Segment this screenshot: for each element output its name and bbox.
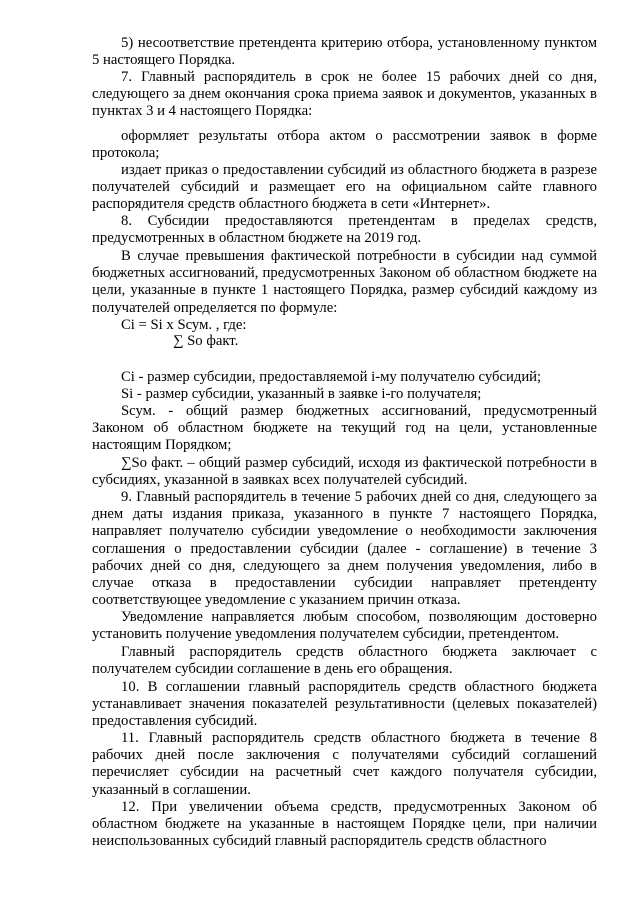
formula-line: Ci = Si x Sсум. , где: [121, 317, 247, 333]
paragraph-point-9: 9. Главный распорядитель в течение 5 рабочих дней со дня, следующего за днем даты издания приказа, указанного в пункте 7 настоящего Порядка, направляет получателю субсидии уведомление о необходимости заключения соглашения о предоставлении субсидии (далее - соглашение) в течение 3 рабочих дней со дня, следующего за днем получения уведомления, либо в случае отказа в предоставлении субсидии направляет претенденту соответствующее уведомление с указанием причин отказа. [92, 489, 597, 609]
paragraph-point-11: 11. Главный распорядитель средств областного бюджета в течение 8 рабочих дней после заключения с получателями субсидий соглашений перечисляет субсидии на расчетный счет каждого получателя субсидии, указанный в соглашении. [92, 730, 597, 798]
paragraph-order: издает приказ о предоставлении субсидий из областного бюджета в разрезе получателей субсидий и размещает его на официальном сайте главного распорядителя средств областного бюджета в сети «Интернет». [92, 162, 597, 213]
paragraph-agreement: Главный распорядитель средств областного бюджета заключает с получателем субсидии соглашение в день его обращения. [92, 644, 597, 678]
definition-ci: Ci - размер субсидии, предоставляемой i-му получателю субсидий; [121, 369, 542, 385]
formula-denominator: ∑ So факт. [173, 333, 239, 349]
paragraph-item-5: 5) несоответствие претендента критерию отбора, установленному пунктом 5 настоящего Порядка. [92, 35, 597, 69]
paragraph-excess: В случае превышения фактической потребности в субсидии над суммой бюджетных ассигнований, предусмотренных Законом об областном бюджете на цели, указанные в пункте 1 настоящего Порядка, размер субсидий каждому из получателей определяется по формуле: [92, 248, 597, 316]
paragraph-point-10: 10. В соглашении главный распорядитель средств областного бюджета устанавливает значения показателей результативности (целевых показателей) предоставления субсидий. [92, 679, 597, 730]
paragraph-protocol: оформляет результаты отбора актом о рассмотрении заявок в форме протокола; [92, 128, 597, 162]
definition-ssum: Sсум. - общий размер бюджетных ассигнований, предусмотренный Законом об областном бюджете на текущий год на цели, установленные настоящим Порядком; [92, 403, 597, 454]
paragraph-notification: Уведомление направляется любым способом, позволяющим достоверно установить получение уведомления получателем субсидии, претендентом. [92, 609, 597, 643]
definition-si: Si - размер субсидии, указанный в заявке i-го получателя; [121, 386, 482, 402]
paragraph-point-8: 8. Субсидии предоставляются претендентам в пределах средств, предусмотренных в областном бюджете на 2019 год. [92, 213, 597, 247]
definition-so-fact: ∑So факт. – общий размер субсидий, исходя из фактической потребности в субсидиях, указанной в заявках всех получателей субсидий. [92, 455, 597, 489]
paragraph-point-12: 12. При увеличении объема средств, предусмотренных Законом об областном бюджете на указанные в настоящем Порядке цели, при наличии неиспользованных субсидий главный распорядитель средств областного [92, 799, 597, 850]
paragraph-point-7: 7. Главный распорядитель в срок не более 15 рабочих дней со дня, следующего за днем окончания срока приема заявок и документов, указанных в пунктах 3 и 4 настоящего Порядка: [92, 69, 597, 120]
